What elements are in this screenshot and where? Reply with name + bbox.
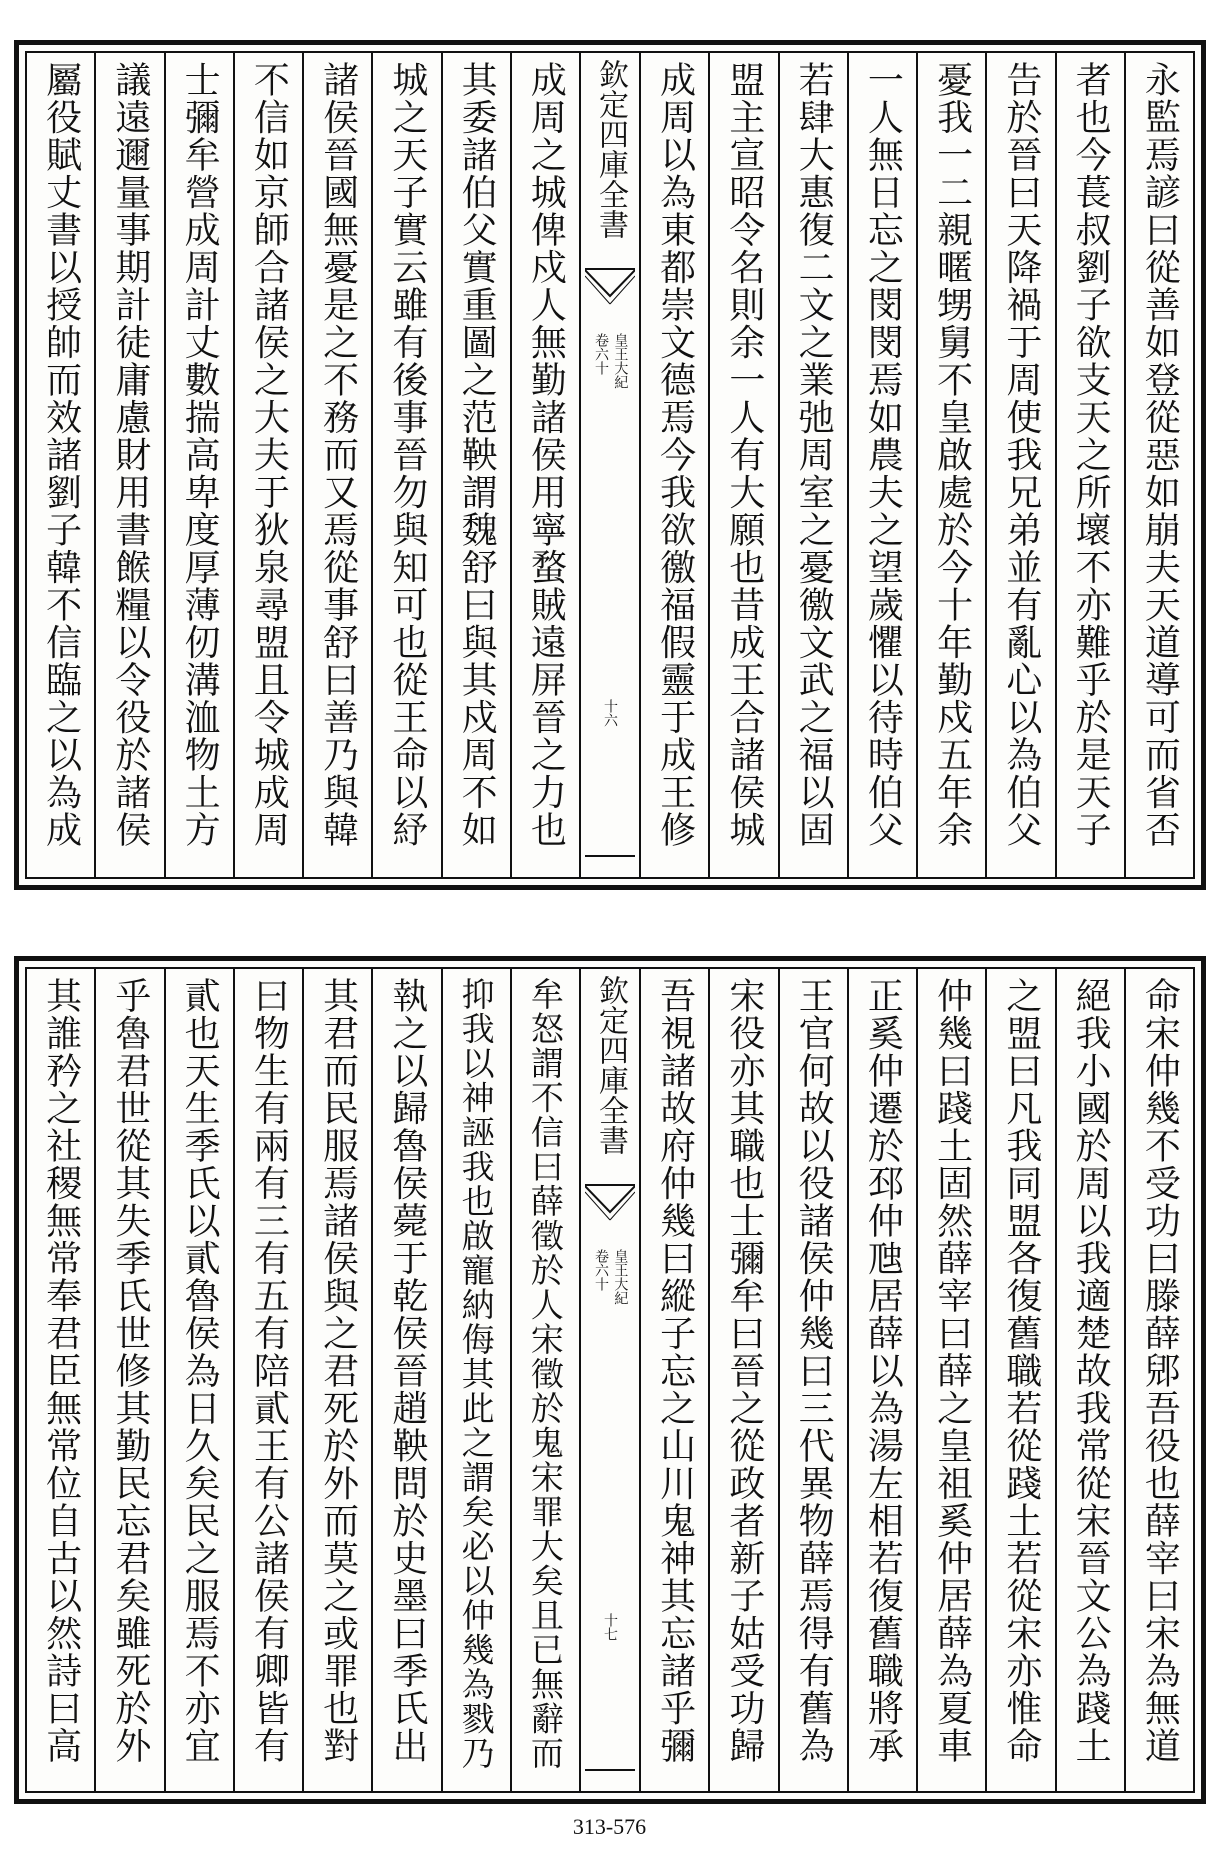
section-info: [593, 1249, 628, 1305]
center-fold-column: [579, 969, 639, 1791]
text-column: 城之天子實云雖有後事晉勿與知可也從王命以紓: [371, 53, 440, 877]
bottom-page-frame: [14, 956, 1206, 1804]
text-column: 王官何故以役諸侯仲幾曰三代異物薛焉得有舊為: [778, 969, 847, 1791]
text-column: 之盟曰凡我同盟各復舊職若從踐土若從宋亦惟命: [985, 969, 1054, 1791]
text-column: 憂我一二親暱甥舅不皇啟處於今十年勤戍五年余: [916, 53, 985, 877]
top-page-frame: [14, 40, 1206, 890]
fold-rule: [585, 855, 635, 857]
text-column: 議遠邇量事期計徒庸慮財用書餱糧以令役於諸侯: [94, 53, 163, 877]
folio-number: 十六: [602, 699, 618, 727]
text-column: 曰物生有兩有三有五有陪貳王有公諸侯有卿皆有: [233, 969, 302, 1791]
text-column: 命宋仲幾不受功曰滕薛郳吾役也薛宰曰宋為無道: [1124, 969, 1193, 1791]
text-column: 宋役亦其職也士彌牟曰晉之從政者新子姑受功歸: [708, 969, 777, 1791]
text-column: 牟怒謂不信曰薛徵於人宋徵於鬼宋罪大矣且已無辭而: [510, 969, 579, 1791]
text-column: 其誰矜之社稷無常奉君臣無常位自古以然詩曰高: [40, 977, 82, 1765]
text-column: 諸侯晉國無憂是之不務而又焉從事舒曰善乃與韓: [302, 53, 371, 877]
section-info: [593, 333, 628, 389]
text-column: 告於晉曰天降禍于周使我兄弟並有亂心以為伯父: [985, 53, 1054, 877]
text-column: 者也今萇叔劉子欲支天之所壞不亦難乎於是天子: [1055, 53, 1124, 877]
text-column: 成周之城俾戍人無勤諸侯用寧蝥賊遠屏晉之力也: [510, 53, 579, 877]
text-column: 士彌牟營成周計丈數揣高卑度厚薄仞溝洫物土方: [164, 53, 233, 877]
text-column: 絕我小國於周以我適楚故我常從宋晉文公為踐土: [1055, 969, 1124, 1791]
text-column: 成周以為東都崇文德焉今我欲徼福假靈于成王修: [639, 53, 708, 877]
text-column: 貳也天生季氏以貳魯侯為日久矣民之服焉不亦宜: [164, 969, 233, 1791]
text-column: 乎魯君世從其失季氏世修其勤民忘君矣雖死於外: [94, 969, 163, 1791]
text-column: 正奚仲遷於邳仲虺居薛以為湯左相若復舊職將承: [847, 969, 916, 1791]
text-column: 屬役賦丈書以授帥而效諸劉子韓不信臨之以為成: [40, 61, 82, 849]
text-column: 執之以歸魯侯薨于乾侯晉趙鞅問於史墨曰季氏出: [371, 969, 440, 1791]
center-fold-column: [579, 53, 639, 877]
book-title: 欽定四庫全書: [593, 975, 628, 1155]
book-title: 欽定四庫全書: [593, 59, 628, 239]
section-title: 皇王大紀: [612, 333, 629, 389]
fold-rule: [585, 1769, 635, 1771]
text-column: 仲幾曰踐土固然薛宰曰薛之皇祖奚仲居薛為夏車: [916, 969, 985, 1791]
folio-number: 十七: [602, 1613, 618, 1641]
text-column: 一人無日忘之閔閔焉如農夫之望歲懼以待時伯父: [847, 53, 916, 877]
bottom-page-columns: [25, 967, 1195, 1793]
text-column: 永監焉諺曰從善如登從惡如崩夫天道導可而省否: [1124, 53, 1193, 877]
text-column: 盟主宣昭令名則余一人有大願也昔成王合諸侯城: [708, 53, 777, 877]
text-column: 其委諸伯父實重圖之范鞅謂魏舒曰與其戍周不如: [441, 53, 510, 877]
text-column: 不信如京師合諸侯之大夫于狄泉尋盟且令城成周: [233, 53, 302, 877]
text-column: 抑我以神誣我也啟寵納侮其此之謂矣必以仲幾為戮乃: [441, 969, 510, 1791]
text-column: 吾視諸故府仲幾曰縱子忘之山川鬼神其忘諸乎彌: [639, 969, 708, 1791]
text-column: 若肆大惠復二文之業弛周室之憂徼文武之福以固: [778, 53, 847, 877]
volume-label: 卷六十: [593, 333, 609, 375]
fishtail-ornament: [585, 268, 635, 306]
volume-label: 卷六十: [593, 1249, 609, 1291]
page-number: 313-576: [572, 1814, 647, 1839]
section-title: 皇王大紀: [612, 1249, 629, 1305]
fishtail-ornament: [585, 1184, 635, 1222]
text-column: 其君而民服焉諸侯與之君死於外而莫之或罪也對: [302, 969, 371, 1791]
top-page-columns: [25, 51, 1195, 879]
